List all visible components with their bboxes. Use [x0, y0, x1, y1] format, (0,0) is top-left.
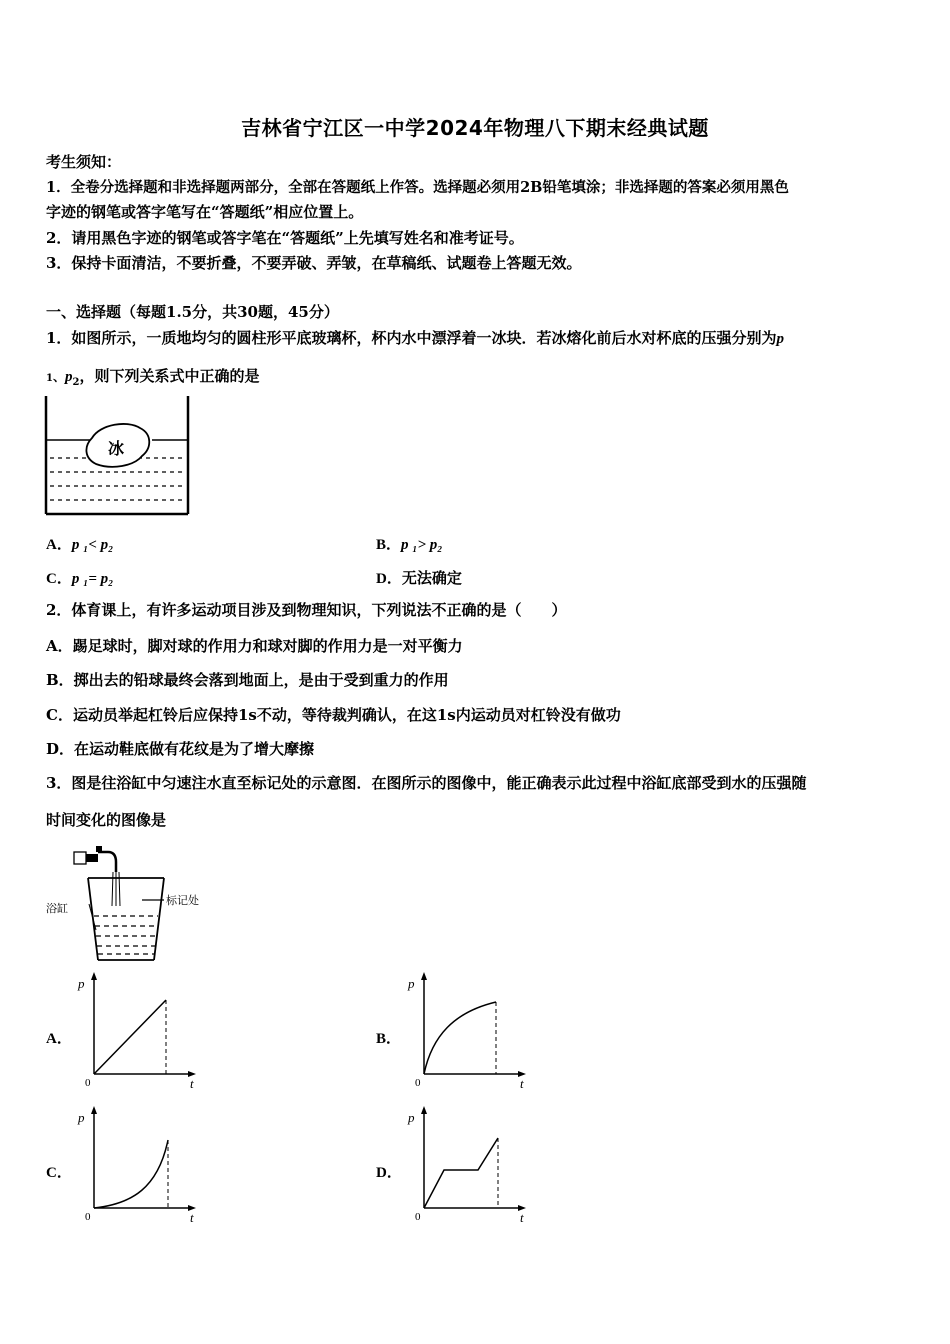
q1-option-d[interactable] [376, 567, 462, 589]
notice-item-1-line-2: 字迹的钢笔或答字笔写在“答题纸”相应位置上。 [46, 203, 364, 221]
q3-graph-c[interactable] [72, 1104, 202, 1224]
q1-stem-text: 1．如图所示，一质地均匀的圆柱形平底玻璃杯，杯内水中漂浮着一冰块．若冰熔化前后水对杯底的压强分别为 [46, 329, 777, 347]
curve-piecewise [424, 1138, 498, 1208]
q2-option-d[interactable]: D．在运动鞋底做有花纹是为了增大摩擦 [46, 740, 315, 758]
axis-label-p: p [78, 976, 85, 991]
q2-option-a[interactable]: A．踢足球时，脚对球的作用力和球对脚的作用力是一对平衡力 [46, 637, 463, 655]
q2-option-b[interactable]: B．掷出去的铅球最终会落到地面上，是由于受到重力的作用 [46, 671, 449, 689]
q1-stem-line-2 [46, 366, 259, 393]
axis-label-t: t [520, 1210, 524, 1224]
tub-water [94, 916, 158, 954]
q3-graph-b[interactable] [402, 970, 532, 1090]
notice-item-1-line-1: 1．全卷分选择题和非选择题两部分，全部在答题纸上作答。选择题必须用2B铅笔填涂；非选择题的答案必须用黑色 [46, 179, 789, 196]
axis-label-p: p [408, 1110, 415, 1125]
bathtub-outline [88, 878, 164, 960]
curve-linear [94, 1000, 166, 1074]
y-axis-arrow [421, 1106, 427, 1114]
q3-graph-a[interactable] [72, 970, 202, 1090]
q1-var-p1: p [776, 331, 784, 347]
q1-stem-line-1 [46, 328, 784, 349]
tub-label: 浴缸 [46, 903, 68, 915]
q2-stem: 2．体育课上，有许多运动项目涉及到物理知识，下列说法不正确的是（ ） [46, 601, 567, 619]
y-axis-arrow [421, 972, 427, 980]
axis-label-t: t [520, 1076, 524, 1090]
bathtub-figure [42, 842, 222, 966]
y-axis-arrow [91, 972, 97, 980]
q1-option-a-label: A． [46, 537, 72, 553]
axis-origin: 0 [85, 1211, 91, 1223]
axis-origin: 0 [415, 1211, 421, 1223]
q3-option-c-label[interactable]: C． [46, 1165, 72, 1181]
axis-label-p: p [78, 1110, 85, 1125]
faucet [74, 846, 116, 872]
q1-sub-1: 1 [46, 373, 53, 384]
q3-option-b-label[interactable]: B． [376, 1031, 402, 1047]
q1-option-d-text: 无法确定 [401, 571, 462, 587]
ice-label: 冰 [108, 441, 125, 458]
q1-option-d-label: D． [376, 571, 402, 587]
q1-var-p2: p [64, 369, 73, 385]
q1-option-c-text: p ₁= p₂ [71, 571, 114, 587]
q1-stem-rest: ，则下列关系式中正确的是 [79, 367, 260, 385]
q1-option-a[interactable] [46, 533, 113, 554]
q1-option-c-label: C． [46, 571, 72, 587]
page-title: 吉林省宁江区一中学2024年物理八下期末经典试题 [241, 116, 709, 140]
glass-with-ice-figure [42, 394, 194, 518]
q1-option-b-label: B． [376, 537, 402, 553]
section-heading: 一、选择题（每题1.5分，共30题，45分） [46, 303, 339, 321]
q3-graph-d[interactable] [402, 1104, 532, 1224]
q2-option-c[interactable]: C．运动员举起杠铃后应保持1s不动，等待裁判确认，在这1s内运动员对杠铃没有做功 [46, 706, 621, 724]
y-axis-arrow [91, 1106, 97, 1114]
q1-separator: 、 [52, 370, 65, 384]
q3-option-a-label[interactable]: A． [46, 1031, 72, 1047]
axis-origin: 0 [85, 1077, 91, 1089]
curve-concave-up [94, 1140, 168, 1208]
curve-concave-down [424, 1002, 496, 1074]
notice-item-2: 2．请用黑色字迹的钢笔或答字笔在“答题纸”上先填写姓名和准考证号。 [46, 229, 524, 247]
axis-label-p: p [408, 976, 415, 991]
q1-option-a-text: p ₁< p₂ [71, 537, 114, 553]
notice-heading: 考生须知： [46, 153, 122, 171]
q1-option-b-text: p ₁> p₂ [401, 537, 443, 553]
axis-origin: 0 [415, 1077, 421, 1089]
axis-label-t: t [190, 1210, 194, 1224]
q1-option-b[interactable] [376, 533, 443, 554]
q3-stem-line-2: 时间变化的图像是 [46, 811, 167, 829]
axis-label-t: t [190, 1076, 194, 1090]
q3-option-d-label[interactable]: D． [376, 1165, 402, 1181]
water-stream [112, 872, 120, 906]
q3-stem-line-1: 3．图是往浴缸中匀速注水直至标记处的示意图．在图所示的图像中，能正确表示此过程中浴缸底部受到水的压强随 [46, 774, 807, 792]
q1-option-c[interactable] [46, 567, 113, 588]
mark-label: 标记处 [166, 895, 199, 907]
notice-item-3: 3．保持卡面清洁，不要折叠，不要弄破、弄皱，在草稿纸、试题卷上答题无效。 [46, 254, 582, 272]
q1-sub-2: 2 [72, 377, 80, 388]
